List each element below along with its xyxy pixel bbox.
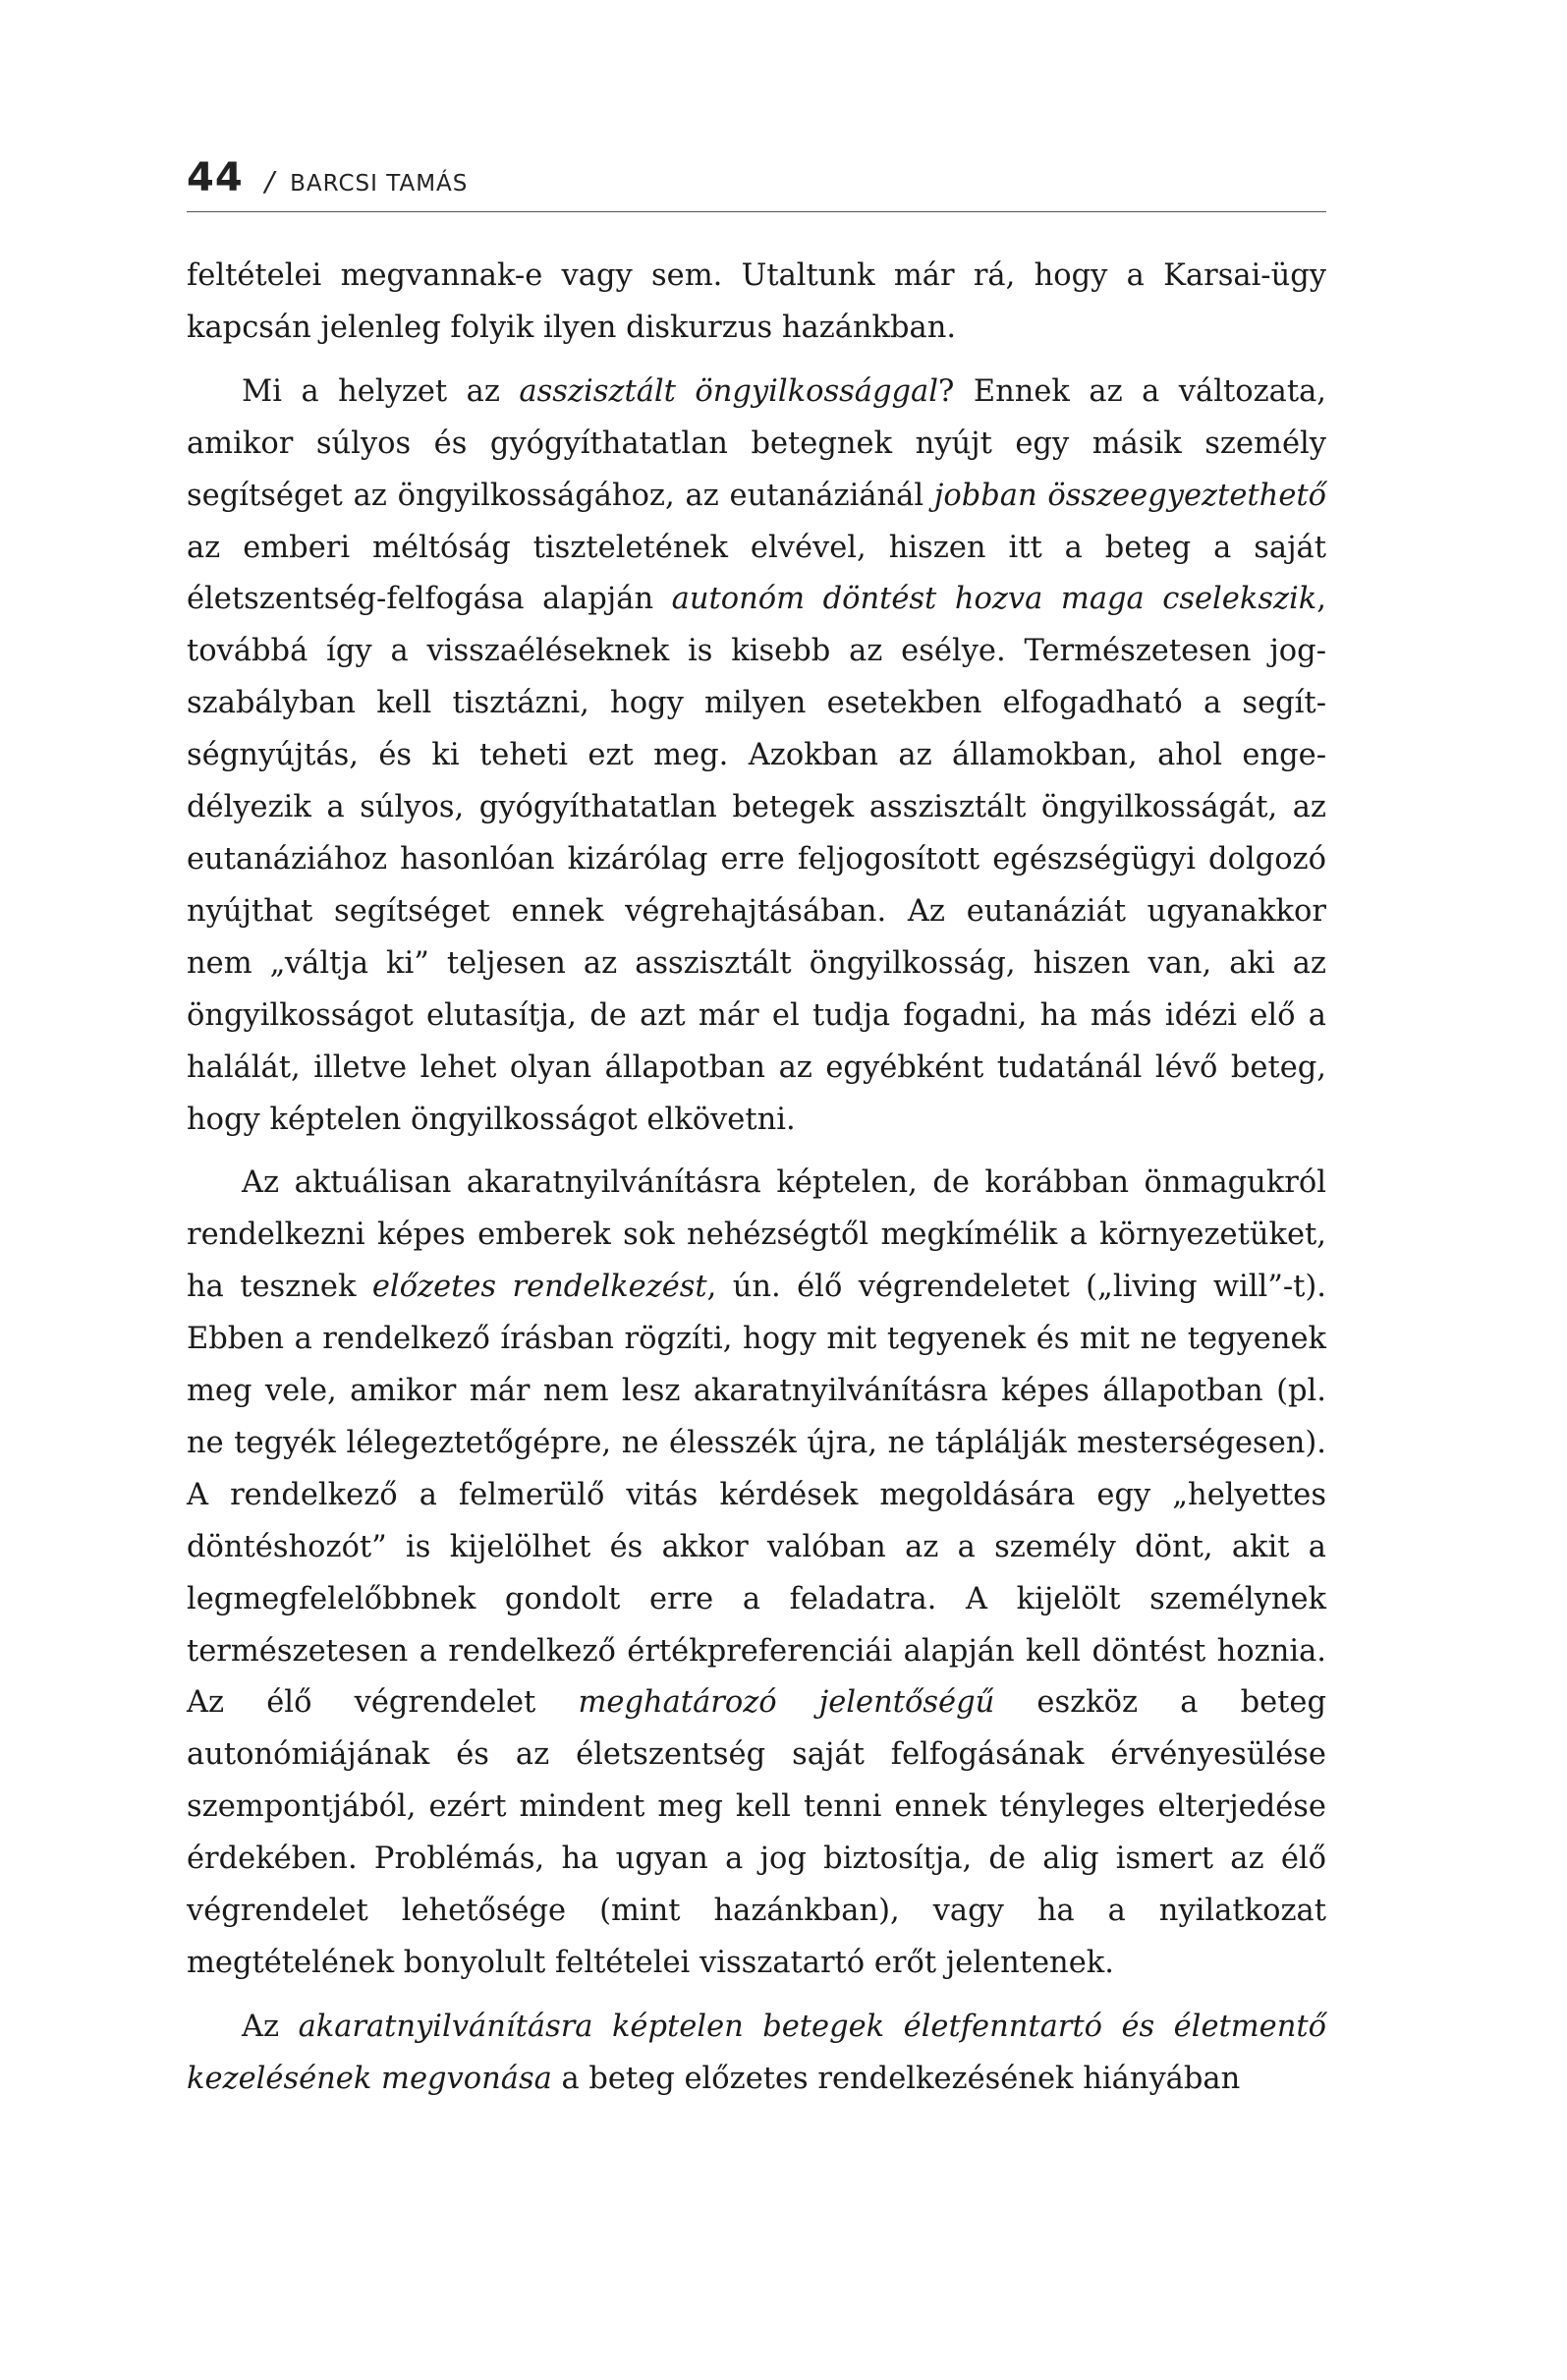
italic-phrase: előzetes rendelkezést [371,1270,707,1305]
text-run: Az [242,2009,299,2044]
paragraph [187,251,1326,355]
paragraph [187,1158,1326,1990]
italic-phrase: meghatározó jelentőségű [578,1685,995,1721]
italic-phrase: jobban összeegyeztethető [933,478,1326,513]
italic-phrase: akaratnyilvánításra képtelen betegek életfenntartó és életmentő kezelésének megvonása [187,2009,1326,2096]
text-run: az emberi méltóság tiszteletének elvével, hiszen itt a beteg a saját életszentség-felfogása alapján [187,530,1326,617]
paragraph [187,2002,1326,2106]
text-run: , ún. élő végrendeletet („living will”-t). Ebben a rendelkező írásban rögzíti, hogy mit tegyenek és mit ne tegyenek meg vele, amikor már nem lesz akaratnyilvánításra képes állapotban (pl. ne tegyék lélegeztetőgépre, ne élesszék újra, ne táplálják mesterségesen). A rendelkező a felmerülő vitás kérdések megoldására egy „helyettes döntéshozót” is kijelölhet és akkor valóban az a személy dönt, akit a legmegfelelőbbnek gondolt erre a feladatra. A kijelölt személynek természetesen a rendelkező értékpreferenciái alapján kell döntést hoznia. Az élő végrendelet [187,1270,1327,1721]
text-run: Mi a helyzet az [242,373,520,409]
text-run: Az aktuálisan akaratnyilvánításra képtelen, de korábban önmagukról rendelkezni képes emberek sok nehézségtől megkímélik a környezetüket, ha tesznek [187,1165,1326,1305]
italic-phrase: asszisztált öngyilkossággal [519,373,938,409]
italic-phrase: autonóm döntést hozva maga cselekszik [671,582,1317,617]
text-run: a beteg előzetes rendelkezésének hiányában [551,2061,1241,2096]
text-run: eszköz a beteg autonómiájának és az életszentség saját felfogásának érvényesülése szempontjából, ezért mindent meg kell tenni ennek tényleges elterjedése érdekében. Problémás, ha ugyan a jog biztosítja, de alig ismert az élő végrendelet lehetősége (mint hazánkban), vagy ha a nyilatkozat megtételének bonyolult feltételei visszatartó erőt jelentenek. [187,1685,1327,1980]
body-text [187,251,1326,2106]
paragraph [187,367,1326,1147]
header-rule [187,211,1326,212]
text-run: feltételei megvannak-e vagy sem. Utaltunk már rá, hogy a Karsai-ügy kapcsán jelenleg folyik ilyen diskurzus hazánkban. [187,258,1326,345]
author-name: BARCSI TAMÁS [290,171,469,197]
running-header [187,155,1326,200]
text-run: ? Ennek az a változata, amikor súlyos és gyógyíthatatlan betegnek nyújt egy másik személy segítséget az öngyilkosságához, az eutanáziánál [187,373,1326,513]
text-run: , továbbá így a visszaéléseknek is kisebb az esélye. Természetesen jogszabályban kell tisztázni, hogy milyen esetekben elfogadható a segítségnyújtás, és ki teheti ezt meg. Azokban az államokban, ahol engedélyezik a súlyos, gyógyíthatatlan betegek asszisztált öngyilkosságát, az eutanáziához hasonlóan kizárólag erre feljogosított egészségügyi dolgozó nyújthat segítséget ennek végrehajtásában. Az eutanáziát ugyanakkor nem „váltja ki” teljesen az asszisztált öngyilkosság, hiszen van, aki az öngyilkosságot elutasítja, de azt már el tudja fogadni, ha más idézi elő a halálát, illetve lehet olyan állapotban az egyébként tudatánál lévő beteg, hogy képtelen öngyilkosságot elkövetni. [187,582,1326,1137]
header-separator: / [264,165,275,198]
page-number: 44 [187,155,244,200]
